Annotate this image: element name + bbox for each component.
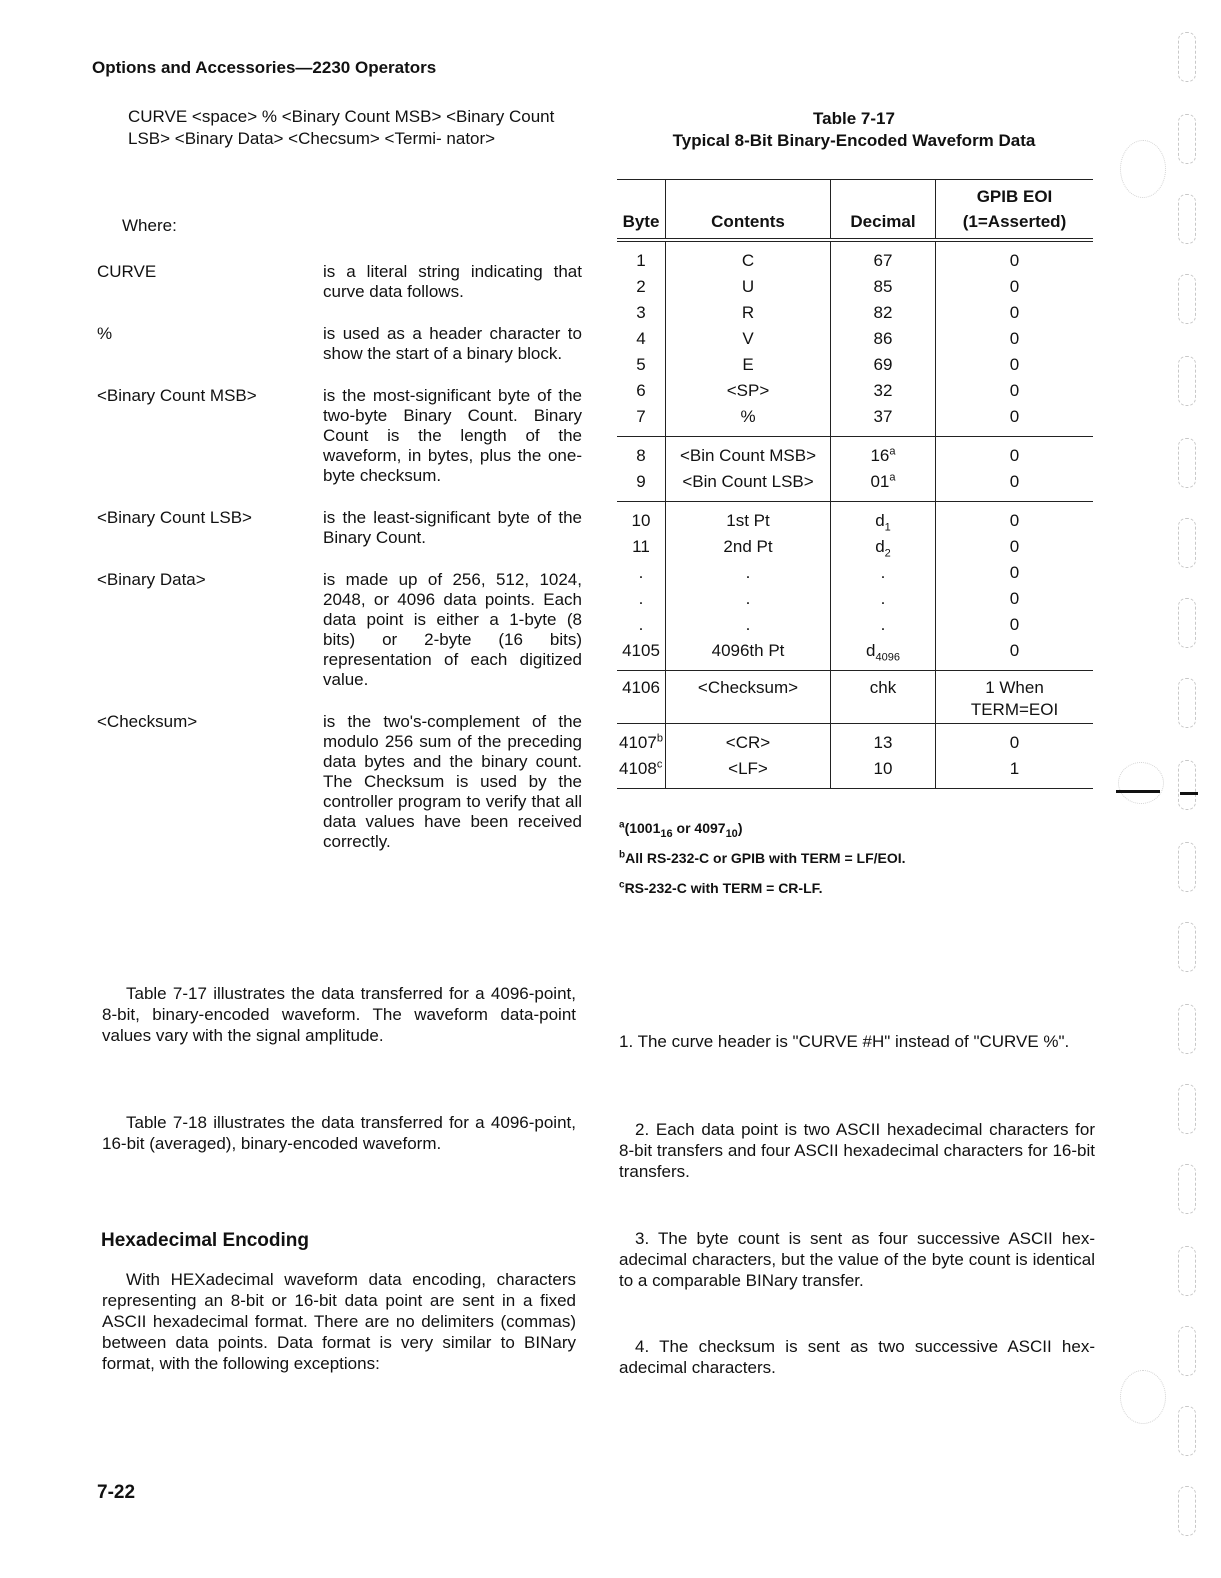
cell-contents: <SP> [666,378,831,404]
cell-byte: 4106 [622,678,660,697]
binder-hole-icon [1178,842,1196,892]
footnote-text: RS-232-C with TERM = CR-LF. [624,880,823,896]
binder-hole-icon [1178,1164,1196,1214]
binder-hole-icon [1178,1004,1196,1054]
punch-ring-icon [1120,1370,1166,1424]
table-row [617,502,1093,535]
footnote-text: All RS-232-C or GPIB with TERM = LF/EOI. [625,850,906,866]
page-number: 7-22 [97,1482,136,1503]
binder-hole-icon [1178,678,1196,728]
cell-eoi: 0 [936,502,1094,535]
table-row [617,671,1093,724]
cell-contents: 2nd Pt [666,534,831,560]
cell-byte: 3 [636,303,646,322]
cell-eoi: 0 [936,300,1094,326]
exception-item-4: 4. The checksum is sent as two successive ASCII hex- adecimal characters. [619,1337,1095,1377]
footnote-mark: c [619,879,625,891]
cell-eoi: 0 [936,534,1094,560]
footnote-mark: a [619,819,625,831]
cell-contents: . [666,586,831,612]
table-row [617,724,1093,757]
cell-contents: . [666,560,831,586]
exception-item-2: 2. Each data point is two ASCII hexadecimal characters for 8-bit transfers and four ASCII hexadecimal characters for 16-bit transfers. [619,1120,1095,1181]
cell-eoi: 0 [936,638,1094,671]
cell-contents: C [666,240,831,274]
cell-contents: <Checksum> [666,671,831,724]
binder-hole-icon [1178,438,1196,488]
table-row [617,404,1093,437]
cell-byte: . [638,615,644,634]
footnote-ref-c: c [656,758,663,771]
cell-contents: 1st Pt [666,502,831,535]
table-row [617,586,1093,612]
cell-eoi: 0 [936,274,1094,300]
cell-contents: <LF> [666,756,831,789]
definition-curve [97,262,582,302]
table-row [617,378,1093,404]
table-row [617,638,1093,671]
cell-byte: 6 [636,381,646,400]
cell-contents: V [666,326,831,352]
cell-eoi: 0 [936,469,1094,502]
table-caption: Typical 8-Bit Binary-Encoded Waveform Data [672,131,1036,150]
definition-binary-count-lsb [97,508,582,548]
cell-byte: 10 [631,511,651,530]
footnote-text: (1001 [624,820,661,836]
punch-ring-icon [1120,140,1166,198]
cell-decimal: chk [831,671,936,724]
footnote-a [619,819,1079,840]
cell-byte [617,756,666,789]
table-row [617,612,1093,638]
cell-decimal: 86 [831,326,936,352]
cell-decimal: 32 [831,378,936,404]
column-header-byte: Byte [622,212,660,231]
column-header-gpib-eoi [936,180,1094,241]
binder-hole-icon [1178,518,1196,568]
binder-hole-icon [1178,356,1196,406]
cell-contents: . [666,612,831,638]
cell-decimal: 67 [831,240,936,274]
cell-eoi: 0 [936,404,1094,437]
footnote-subscript: 10 [725,827,738,840]
cell-decimal: . [831,586,936,612]
decimal-value: 01 [870,472,890,491]
cell-contents: % [666,404,831,437]
cell-decimal [831,534,936,560]
cell-decimal: 13 [831,724,936,757]
cell-byte [617,724,666,757]
decimal-value: d [866,641,876,660]
cell-decimal: 69 [831,352,936,378]
section-heading-hexadecimal: Hexadecimal Encoding [101,1230,310,1251]
cell-byte: 2 [636,277,646,296]
table-row [617,469,1093,502]
definition-desc: is made up of 256, 512, 1024, 2048, or 4096 data points. Each data point is either a 1-byte (8 bits) or 2-byte (16 bits) representation of each digitized value. [323,570,582,689]
column-header-eoi-line1: GPIB EOI [976,187,1053,206]
definition-binary-data [97,570,582,690]
cell-eoi: 1 [936,756,1094,789]
decimal-value: 16 [870,446,890,465]
footnote-mark: b [619,849,626,861]
definition-term: % [97,324,113,343]
footnote-ref-b: b [656,732,663,745]
cell-byte: 9 [636,472,646,491]
cell-decimal: 82 [831,300,936,326]
cell-contents: <CR> [666,724,831,757]
binder-hole-icon [1178,1486,1196,1536]
binder-hole-icon [1178,114,1196,164]
binder-edge [1172,30,1202,1550]
curve-syntax: CURVE <space> % <Binary Count MSB> <Binary Count LSB> <Binary Data> <Checsum> <Termi- nator> [128,107,555,148]
footnote-text: or 4097 [672,820,726,836]
table-row [617,534,1093,560]
decimal-value: d [875,511,885,530]
footnote-ref-a: a [889,445,896,458]
table-row [617,756,1093,789]
paragraph-table-7-17: Table 7-17 illustrates the data transferred for a 4096-point, 8-bit, binary-encoded waveform. The waveform data-point values vary with the signal amplitude. [102,984,576,1045]
definition-desc: is the most-significant byte of the two-byte Binary Count. Binary Count is the length of the waveform, in bytes, plus the one-byte checksum. [323,386,582,485]
definition-desc: is a literal string indicating that curve data follows. [323,262,582,301]
cell-byte: . [638,563,644,582]
table-row [617,326,1093,352]
definition-term: <Binary Count MSB> [97,386,257,405]
binder-hole-icon [1178,1084,1196,1134]
definition-term: <Binary Data> [97,570,206,589]
binder-hole-icon [1178,274,1196,324]
cell-byte: . [638,589,644,608]
table-title [617,108,1091,152]
punch-ring-icon [1118,762,1164,804]
footnote-subscript: 16 [660,827,673,840]
column-header-contents: Contents [666,180,831,241]
cell-decimal [831,638,936,671]
paragraph-table-7-18: Table 7-18 illustrates the data transferred for a 4096-point, 16-bit (averaged), binary-encoded waveform. [102,1113,576,1153]
cell-eoi: 0 [936,586,1094,612]
cell-decimal: 10 [831,756,936,789]
definition-term: CURVE [97,262,157,281]
running-header: Options and Accessories—2230 Operators [92,58,437,77]
definition-checksum [97,712,582,852]
cell-eoi: 0 [936,560,1094,586]
section-tab-mark-icon [1116,790,1160,793]
cell-decimal [831,502,936,535]
cell-eoi: 0 [936,378,1094,404]
binder-hole-icon [1178,1326,1196,1376]
cell-eoi: 0 [936,240,1094,274]
binder-hole-icon [1178,1246,1196,1296]
cell-eoi: 0 [936,352,1094,378]
paragraph-hex-encoding: With HEXadecimal waveform data encoding, characters representing an 8-bit or 16-bit data point are sent in a fixed ASCII hexadecimal format. There are no delimiters (commas) between data points. Data format is very similar to BINary format, with the following exceptions: [102,1270,576,1373]
cell-contents: <Bin Count LSB> [666,469,831,502]
eoi-line2: TERM=EOI [970,700,1059,719]
decimal-subscript: 1 [884,521,891,534]
decimal-subscript: 2 [884,547,891,560]
cell-decimal [831,437,936,470]
cell-eoi: 0 [936,326,1094,352]
cell-byte: 7 [636,407,646,426]
table-header-row [617,180,1093,241]
cell-decimal [831,469,936,502]
footnote-c [619,880,1079,896]
binder-hole-icon [1178,922,1196,972]
column-header-decimal: Decimal [831,180,936,241]
where-label: Where: [122,216,177,235]
definition-term: <Checksum> [97,712,198,731]
cell-contents: E [666,352,831,378]
binder-hole-icon [1178,598,1196,648]
definition-desc: is the least-significant byte of the Binary Count. [323,508,582,547]
footnote-text: ) [737,820,743,836]
definition-binary-count-msb [97,386,582,486]
binder-hole-icon [1178,194,1196,244]
decimal-subscript: 4096 [875,651,900,664]
table-row [617,352,1093,378]
cell-decimal: 85 [831,274,936,300]
table-row [617,274,1093,300]
cell-decimal: 37 [831,404,936,437]
definition-desc: is used as a header character to show the start of a binary block. [323,324,582,363]
decimal-value: d [875,537,885,556]
exception-item-3: 3. The byte count is sent as four successive ASCII hex- adecimal characters, but the value of the byte count is identical to a comparable BINary transfer. [619,1229,1095,1290]
cell-contents: 4096th Pt [666,638,831,671]
exception-item-1: 1. The curve header is "CURVE #H" instead of "CURVE %". [619,1032,1070,1051]
table-row [617,437,1093,470]
table-row [617,240,1093,274]
table-number: Table 7-17 [813,109,895,128]
cell-eoi: 0 [936,612,1094,638]
cell-byte: 11 [632,537,650,556]
cell-eoi [936,671,1094,724]
cell-eoi: 0 [936,437,1094,470]
footnote-b [619,850,1079,866]
column-header-eoi-line2: (1=Asserted) [962,212,1067,231]
cell-byte: 5 [636,355,646,374]
definition-percent [97,324,582,364]
section-tab-mark-icon [1180,792,1198,795]
table-footnotes [619,820,1079,910]
cell-contents: R [666,300,831,326]
definition-term: <Binary Count LSB> [97,508,252,527]
cell-decimal: . [831,612,936,638]
byte-value: 4108 [619,759,657,778]
cell-byte: 4105 [622,641,660,660]
cell-byte: 1 [636,251,646,270]
cell-eoi: 0 [936,724,1094,757]
cell-decimal: . [831,560,936,586]
waveform-data-table [617,179,1093,789]
definition-desc: is the two's-complement of the modulo 256 sum of the preceding data bytes and the binary count. The Checksum is used by the controller program to verify that all data values have been received correctly. [323,712,582,851]
binder-hole-icon [1178,32,1196,82]
cell-byte: 8 [636,446,646,465]
cell-contents: <Bin Count MSB> [666,437,831,470]
binder-hole-icon [1178,1406,1196,1456]
byte-value: 4107 [619,733,657,752]
footnote-ref-a: a [889,471,896,484]
table-row [617,560,1093,586]
cell-contents: U [666,274,831,300]
definition-list [97,262,582,874]
eoi-line1: 1 When [985,678,1044,697]
binder-hole-icon [1178,760,1196,810]
cell-byte: 4 [636,329,646,348]
table-row [617,300,1093,326]
